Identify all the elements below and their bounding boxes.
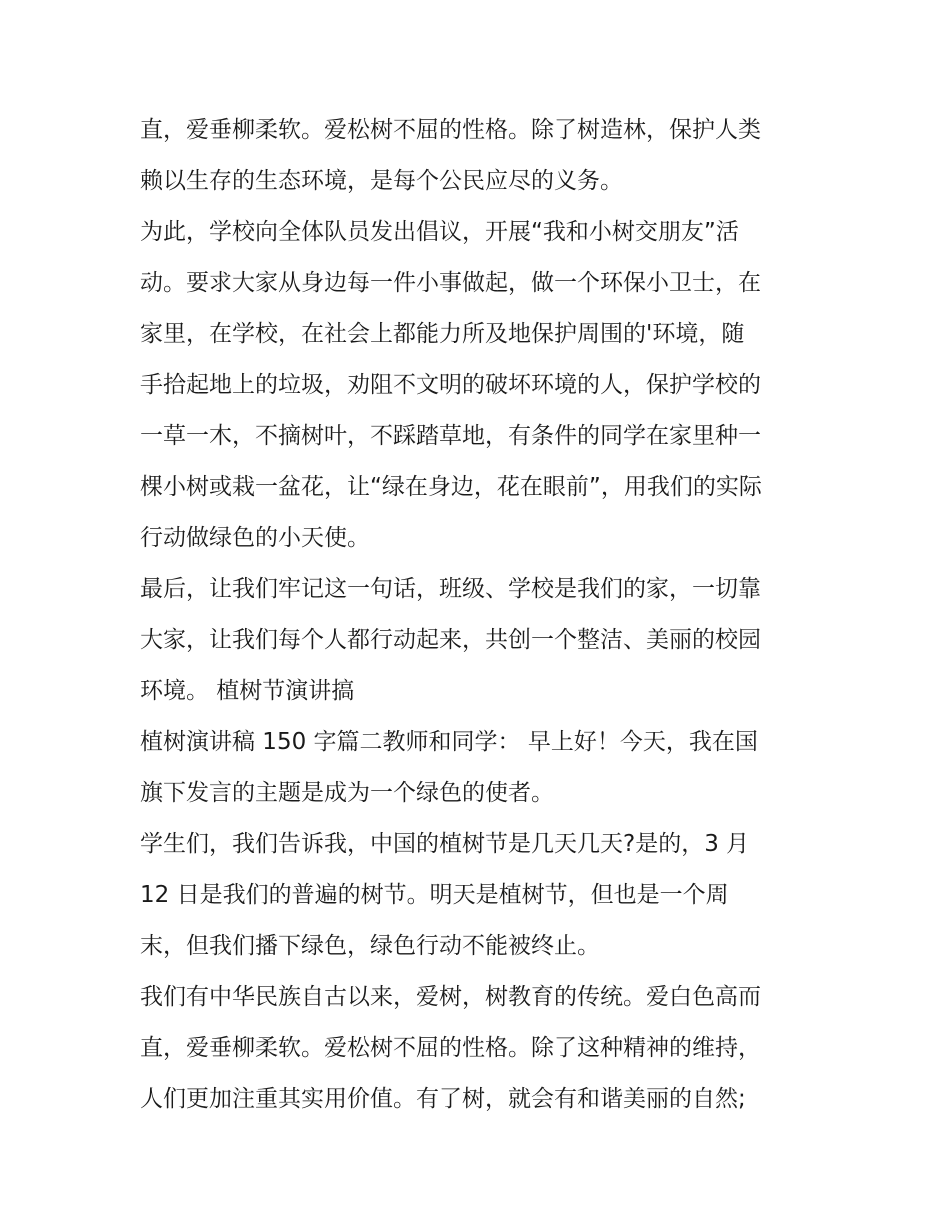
text-line: 直，爱垂柳柔软。爱松树不屈的性格。除了树造林，保护人类 [140, 117, 761, 143]
text-line: 赖以生存的生态环境，是每个公民应尽的义务。 [140, 168, 623, 194]
text-line: 旗下发言的主题是成为一个绿色的使者。 [140, 780, 554, 806]
text-line: 棵小树或栽一盆花，让“绿在身边，花在眼前”，用我们的实际 [140, 474, 762, 500]
text-line: 为此，学校向全体队员发出倡议，开展“我和小树交朋友”活 [140, 219, 739, 245]
text-line: 行动做绿色的小天使。 [140, 525, 370, 551]
text-line: 动。要求大家从身边每一件小事做起，做一个环保小卫士，在 [140, 270, 761, 296]
text-line: 家里，在学校，在社会上都能力所及地保护周围的'环境，随 [140, 321, 745, 347]
text-line: 我们有中华民族自古以来，爱树，树教育的传统。爱白色高而 [140, 984, 761, 1010]
text-line: 一草一木，不摘树叶，不踩踏草地，有条件的同学在家里种一 [140, 423, 761, 449]
document-body [140, 105, 820, 1125]
text-line: 12 日是我们的普遍的树节。明天是植树节，但也是一个周 [140, 882, 729, 908]
text-line: 人们更加注重其实用价值。有了树，就会有和谐美丽的自然; [140, 1086, 746, 1112]
text-line: 最后，让我们牢记这一句话，班级、学校是我们的家，一切靠 [140, 576, 761, 602]
text-line: 手拾起地上的垃圾，劝阻不文明的破坏环境的人，保护学校的 [140, 372, 761, 398]
text-line: 环境。 植树节演讲搞 [140, 678, 355, 704]
text-line: 末，但我们播下绿色，绿色行动不能被终止。 [140, 933, 600, 959]
text-line: 直，爱垂柳柔软。爱松树不屈的性格。除了这种精神的维持， [140, 1035, 761, 1061]
text-line: 大家，让我们每个人都行动起来，共创一个整洁、美丽的校园 [140, 627, 761, 653]
text-line: 植树演讲稿 150 字篇二教师和同学： 早上好！今天，我在国 [140, 729, 758, 755]
text-line: 学生们，我们告诉我，中国的植树节是几天几天?是的，3 月 [140, 831, 750, 857]
